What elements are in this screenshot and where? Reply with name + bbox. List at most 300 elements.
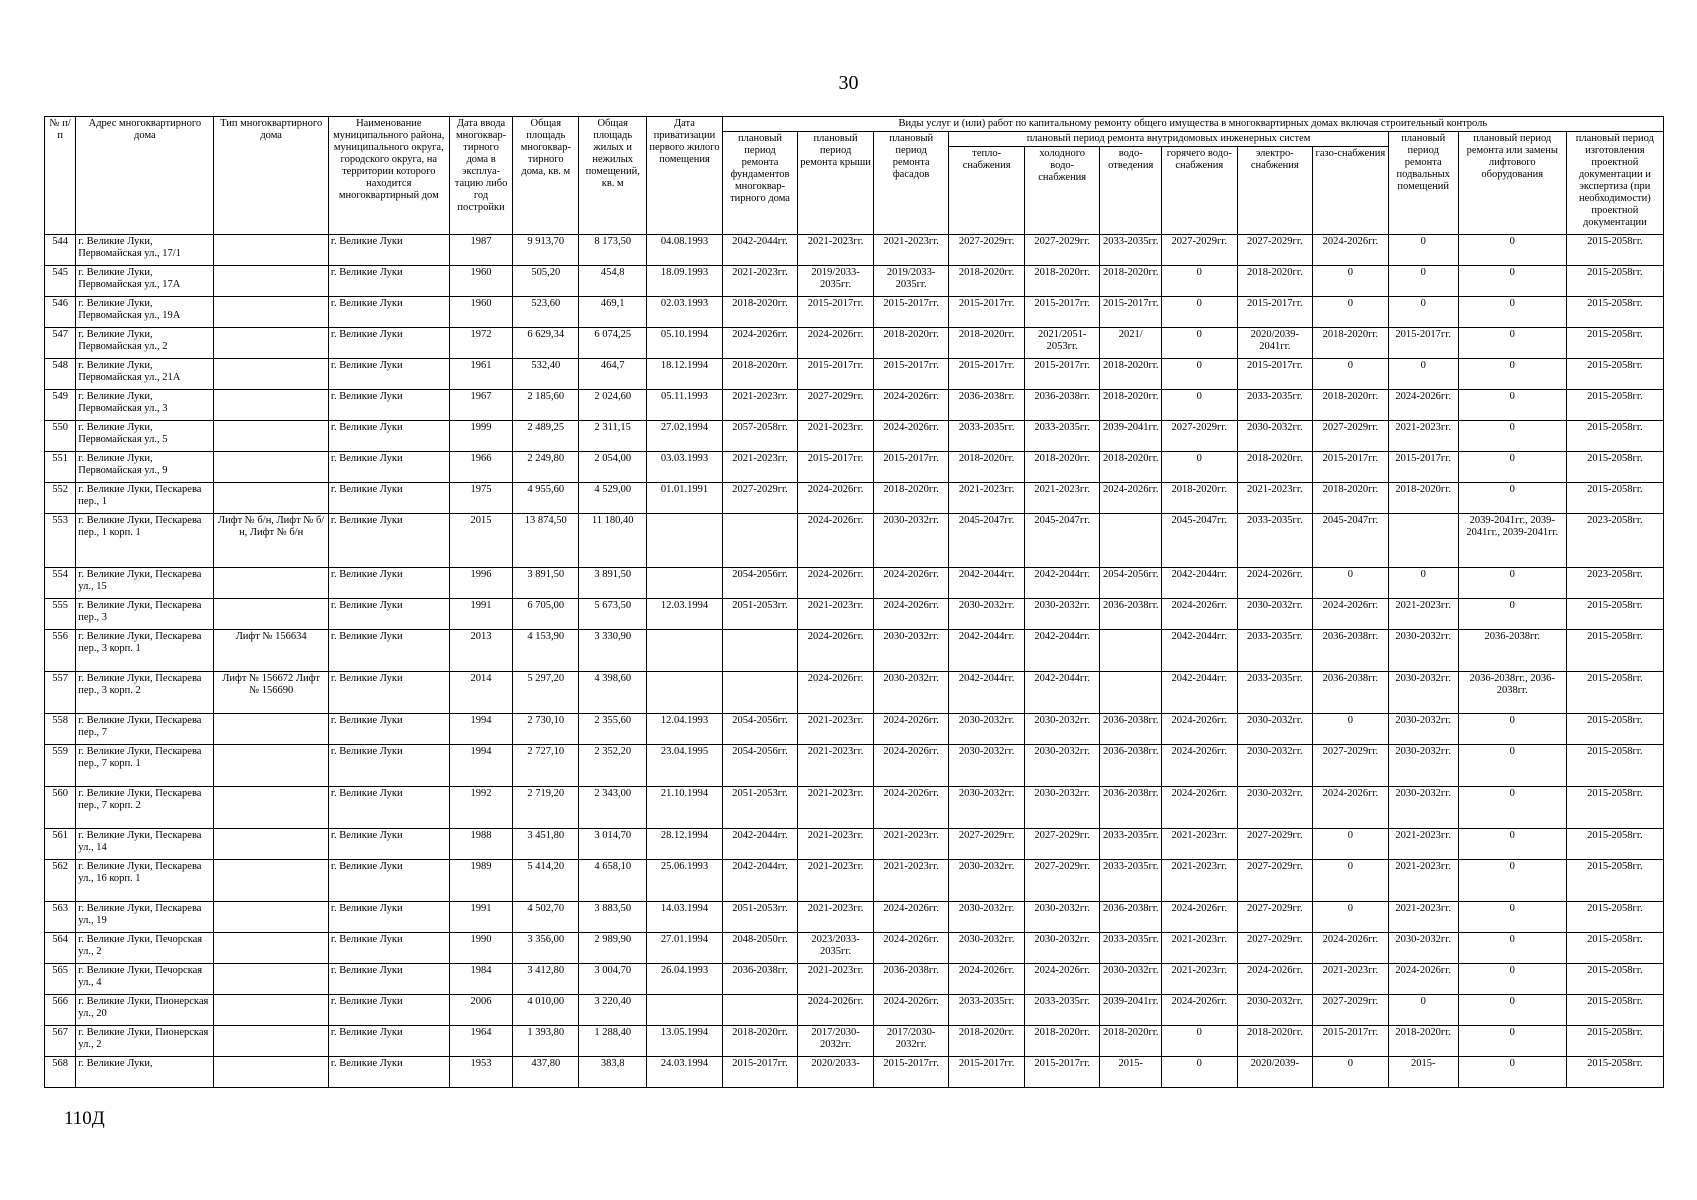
cell-n: 547 <box>45 328 76 359</box>
header-electric: электро-снабжения <box>1237 147 1313 235</box>
cell-n: 552 <box>45 483 76 514</box>
cell-priv: 27.02.1994 <box>647 421 723 452</box>
cell-elec: 2027-2029гг. <box>1237 829 1313 860</box>
cell-hot: 2024-2026гг. <box>1162 714 1238 745</box>
cell-sewer: 2021/ <box>1100 328 1162 359</box>
cell-addr: г. Великие Луки, Пескарева пер., 3 корп. 1 <box>76 630 214 672</box>
cell-facade: 2030-2032гг. <box>873 630 949 672</box>
cell-living: 3 220,40 <box>579 995 647 1026</box>
cell-total: 6 629,34 <box>513 328 579 359</box>
cell-cold: 2036-2038гг. <box>1024 390 1100 421</box>
cell-n: 551 <box>45 452 76 483</box>
cell-total: 2 489,25 <box>513 421 579 452</box>
cell-year: 1988 <box>449 829 513 860</box>
cell-gas: 2018-2020гг. <box>1313 483 1389 514</box>
cell-gas: 0 <box>1313 1057 1389 1088</box>
cell-gas: 2015-2017гг. <box>1313 1026 1389 1057</box>
cell-doc: 2015-2058гг. <box>1566 390 1663 421</box>
cell-priv: 18.12.1994 <box>647 359 723 390</box>
cell-facade: 2024-2026гг. <box>873 745 949 787</box>
cell-base: 2015- <box>1388 1057 1458 1088</box>
cell-year: 1992 <box>449 787 513 829</box>
table-row <box>45 745 1664 787</box>
cell-priv <box>647 672 723 714</box>
cell-type <box>214 902 328 933</box>
cell-sewer <box>1100 672 1162 714</box>
cell-elec: 2030-2032гг. <box>1237 787 1313 829</box>
cell-living: 11 180,40 <box>579 514 647 568</box>
cell-cold: 2042-2044гг. <box>1024 672 1100 714</box>
cell-heat: 2018-2020гг. <box>949 1026 1025 1057</box>
cell-gas: 2036-2038гг. <box>1313 630 1389 672</box>
cell-priv: 25.06.1993 <box>647 860 723 902</box>
cell-priv: 24.03.1994 <box>647 1057 723 1088</box>
cell-facade: 2019/2033-2035гг. <box>873 266 949 297</box>
cell-year: 1964 <box>449 1026 513 1057</box>
cell-type <box>214 266 328 297</box>
cell-total: 13 874,50 <box>513 514 579 568</box>
cell-cold: 2030-2032гг. <box>1024 933 1100 964</box>
cell-addr: г. Великие Луки, Пескарева ул., 19 <box>76 902 214 933</box>
cell-doc: 2023-2058гг. <box>1566 514 1663 568</box>
cell-roof: 2024-2026гг. <box>798 328 874 359</box>
cell-base: 2030-2032гг. <box>1388 787 1458 829</box>
cell-sewer: 2036-2038гг. <box>1100 787 1162 829</box>
cell-year: 2013 <box>449 630 513 672</box>
cell-year: 1960 <box>449 266 513 297</box>
cell-year: 1967 <box>449 390 513 421</box>
cell-roof: 2021-2023гг. <box>798 860 874 902</box>
table-body <box>45 235 1664 1088</box>
cell-sewer: 2018-2020гг. <box>1100 452 1162 483</box>
cell-base: 2018-2020гг. <box>1388 1026 1458 1057</box>
cell-mun: г. Великие Луки <box>328 964 449 995</box>
header-works-group: Виды услуг и (или) работ по капитальному ремонту общего имущества в многоквартирных домах включая строительный контроль <box>722 117 1663 132</box>
cell-heat: 2042-2044гг. <box>949 630 1025 672</box>
table-row <box>45 452 1664 483</box>
cell-total: 6 705,00 <box>513 599 579 630</box>
cell-total: 2 730,10 <box>513 714 579 745</box>
cell-roof: 2024-2026гг. <box>798 483 874 514</box>
cell-roof: 2015-2017гг. <box>798 297 874 328</box>
cell-living: 2 024,60 <box>579 390 647 421</box>
cell-elec: 2027-2029гг. <box>1237 933 1313 964</box>
cell-year: 1975 <box>449 483 513 514</box>
cell-n: 563 <box>45 902 76 933</box>
cell-living: 8 173,50 <box>579 235 647 266</box>
cell-n: 558 <box>45 714 76 745</box>
cell-sewer: 2039-2041гг. <box>1100 421 1162 452</box>
cell-addr: г. Великие Луки, Первомайская ул., 2 <box>76 328 214 359</box>
cell-hot: 2021-2023гг. <box>1162 829 1238 860</box>
cell-type <box>214 714 328 745</box>
cell-sewer: 2018-2020гг. <box>1100 266 1162 297</box>
cell-year: 1984 <box>449 964 513 995</box>
cell-addr: г. Великие Луки, Пионерская ул., 20 <box>76 995 214 1026</box>
cell-n: 555 <box>45 599 76 630</box>
cell-facade: 2024-2026гг. <box>873 995 949 1026</box>
cell-n: 560 <box>45 787 76 829</box>
table-row <box>45 829 1664 860</box>
cell-type <box>214 359 328 390</box>
cell-hot: 2024-2026гг. <box>1162 902 1238 933</box>
table-row <box>45 902 1664 933</box>
cell-found <box>722 514 798 568</box>
cell-gas: 0 <box>1313 902 1389 933</box>
cell-heat: 2015-2017гг. <box>949 359 1025 390</box>
cell-gas: 2024-2026гг. <box>1313 787 1389 829</box>
cell-type <box>214 297 328 328</box>
cell-cold: 2018-2020гг. <box>1024 1026 1100 1057</box>
cell-heat: 2042-2044гг. <box>949 672 1025 714</box>
table-row <box>45 297 1664 328</box>
cell-type <box>214 483 328 514</box>
cell-elec: 2021-2023гг. <box>1237 483 1313 514</box>
cell-hot: 0 <box>1162 266 1238 297</box>
cell-priv: 18.09.1993 <box>647 266 723 297</box>
cell-base: 2030-2032гг. <box>1388 933 1458 964</box>
cell-doc: 2015-2058гг. <box>1566 672 1663 714</box>
cell-lift: 0 <box>1458 483 1566 514</box>
table-row <box>45 964 1664 995</box>
cell-heat: 2024-2026гг. <box>949 964 1025 995</box>
cell-year: 1991 <box>449 902 513 933</box>
cell-elec: 2027-2029гг. <box>1237 902 1313 933</box>
cell-sewer: 2030-2032гг. <box>1100 964 1162 995</box>
cell-cold: 2033-2035гг. <box>1024 421 1100 452</box>
cell-priv: 14.03.1994 <box>647 902 723 933</box>
cell-found <box>722 672 798 714</box>
cell-roof: 2015-2017гг. <box>798 359 874 390</box>
cell-found: 2021-2023гг. <box>722 390 798 421</box>
table-row <box>45 995 1664 1026</box>
table-row <box>45 714 1664 745</box>
cell-base: 0 <box>1388 568 1458 599</box>
table-row <box>45 933 1664 964</box>
cell-elec: 2024-2026гг. <box>1237 568 1313 599</box>
cell-mun: г. Великие Луки <box>328 568 449 599</box>
cell-year: 1960 <box>449 297 513 328</box>
cell-lift: 0 <box>1458 933 1566 964</box>
cell-elec: 2027-2029гг. <box>1237 235 1313 266</box>
cell-mun: г. Великие Луки <box>328 452 449 483</box>
cell-base: 2024-2026гг. <box>1388 390 1458 421</box>
cell-found: 2048-2050гг. <box>722 933 798 964</box>
cell-hot: 0 <box>1162 1026 1238 1057</box>
cell-total: 3 891,50 <box>513 568 579 599</box>
cell-doc: 2015-2058гг. <box>1566 714 1663 745</box>
cell-facade: 2024-2026гг. <box>873 714 949 745</box>
cell-roof: 2021-2023гг. <box>798 745 874 787</box>
table-row <box>45 860 1664 902</box>
header-type: Тип многоквартирного дома <box>214 117 328 235</box>
cell-gas: 0 <box>1313 297 1389 328</box>
cell-elec: 2030-2032гг. <box>1237 599 1313 630</box>
cell-mun: г. Великие Луки <box>328 1057 449 1088</box>
cell-found: 2042-2044гг. <box>722 860 798 902</box>
cell-cold: 2030-2032гг. <box>1024 902 1100 933</box>
cell-lift: 0 <box>1458 787 1566 829</box>
cell-year: 1987 <box>449 235 513 266</box>
cell-lift: 0 <box>1458 599 1566 630</box>
cell-priv: 04.08.1993 <box>647 235 723 266</box>
cell-priv: 05.11.1993 <box>647 390 723 421</box>
cell-addr: г. Великие Луки, Первомайская ул., 21А <box>76 359 214 390</box>
cell-base: 2018-2020гг. <box>1388 483 1458 514</box>
cell-lift: 0 <box>1458 266 1566 297</box>
cell-priv: 23.04.1995 <box>647 745 723 787</box>
cell-living: 3 330,90 <box>579 630 647 672</box>
cell-total: 5 414,20 <box>513 860 579 902</box>
cell-hot: 0 <box>1162 359 1238 390</box>
cell-found: 2054-2056гг. <box>722 714 798 745</box>
cell-sewer: 2036-2038гг. <box>1100 745 1162 787</box>
cell-doc: 2015-2058гг. <box>1566 235 1663 266</box>
cell-mun: г. Великие Луки <box>328 714 449 745</box>
cell-total: 2 727,10 <box>513 745 579 787</box>
cell-cold: 2027-2029гг. <box>1024 860 1100 902</box>
cell-priv: 02.03.1993 <box>647 297 723 328</box>
cell-hot: 2018-2020гг. <box>1162 483 1238 514</box>
cell-facade: 2030-2032гг. <box>873 514 949 568</box>
cell-n: 556 <box>45 630 76 672</box>
header-foundation: плановый период ремонта фундаментов многоквар-тирного дома <box>722 132 798 235</box>
cell-doc: 2015-2058гг. <box>1566 787 1663 829</box>
cell-type <box>214 860 328 902</box>
cell-sewer <box>1100 514 1162 568</box>
cell-found: 2042-2044гг. <box>722 235 798 266</box>
cell-gas: 2036-2038гг. <box>1313 672 1389 714</box>
cell-lift: 0 <box>1458 1026 1566 1057</box>
cell-cold: 2027-2029гг. <box>1024 235 1100 266</box>
cell-addr: г. Великие Луки, Первомайская ул., 5 <box>76 421 214 452</box>
cell-type <box>214 328 328 359</box>
cell-elec: 2024-2026гг. <box>1237 964 1313 995</box>
cell-facade: 2015-2017гг. <box>873 452 949 483</box>
cell-cold: 2021-2023гг. <box>1024 483 1100 514</box>
footer-code: 110Д <box>64 1108 105 1129</box>
cell-hot: 2021-2023гг. <box>1162 964 1238 995</box>
cell-cold: 2027-2029гг. <box>1024 829 1100 860</box>
cell-type <box>214 1057 328 1088</box>
cell-addr: г. Великие Луки, Пескарева пер., 1 <box>76 483 214 514</box>
cell-priv: 26.04.1993 <box>647 964 723 995</box>
cell-total: 3 356,00 <box>513 933 579 964</box>
cell-total: 523,60 <box>513 297 579 328</box>
cell-total: 1 393,80 <box>513 1026 579 1057</box>
cell-mun: г. Великие Луки <box>328 672 449 714</box>
cell-lift: 0 <box>1458 452 1566 483</box>
cell-mun: г. Великие Луки <box>328 599 449 630</box>
cell-gas: 2015-2017гг. <box>1313 452 1389 483</box>
cell-total: 505,20 <box>513 266 579 297</box>
cell-priv: 05.10.1994 <box>647 328 723 359</box>
cell-type: Лифт № 156672 Лифт № 156690 <box>214 672 328 714</box>
cell-base: 2015-2017гг. <box>1388 452 1458 483</box>
cell-priv <box>647 630 723 672</box>
cell-mun: г. Великие Луки <box>328 995 449 1026</box>
cell-base: 0 <box>1388 995 1458 1026</box>
cell-mun: г. Великие Луки <box>328 514 449 568</box>
cell-total: 9 913,70 <box>513 235 579 266</box>
cell-sewer: 2018-2020гг. <box>1100 359 1162 390</box>
cell-addr: г. Великие Луки, Пескарева пер., 3 корп. 2 <box>76 672 214 714</box>
cell-found: 2057-2058гг. <box>722 421 798 452</box>
cell-elec: 2027-2029гг. <box>1237 860 1313 902</box>
cell-roof: 2021-2023гг. <box>798 829 874 860</box>
cell-doc: 2015-2058гг. <box>1566 860 1663 902</box>
cell-hot: 0 <box>1162 390 1238 421</box>
table-row <box>45 266 1664 297</box>
cell-n: 544 <box>45 235 76 266</box>
cell-year: 1953 <box>449 1057 513 1088</box>
cell-lift: 0 <box>1458 297 1566 328</box>
cell-elec: 2030-2032гг. <box>1237 421 1313 452</box>
cell-doc: 2015-2058гг. <box>1566 599 1663 630</box>
cell-facade: 2018-2020гг. <box>873 483 949 514</box>
cell-found: 2015-2017гг. <box>722 1057 798 1088</box>
cell-n: 566 <box>45 995 76 1026</box>
cell-cold: 2033-2035гг. <box>1024 995 1100 1026</box>
cell-gas: 0 <box>1313 359 1389 390</box>
cell-sewer: 2036-2038гг. <box>1100 714 1162 745</box>
cell-mun: г. Великие Луки <box>328 787 449 829</box>
cell-n: 553 <box>45 514 76 568</box>
cell-sewer: 2036-2038гг. <box>1100 902 1162 933</box>
cell-base: 0 <box>1388 297 1458 328</box>
cell-living: 2 989,90 <box>579 933 647 964</box>
cell-n: 567 <box>45 1026 76 1057</box>
cell-cold: 2015-2017гг. <box>1024 297 1100 328</box>
header-hot-water: горячего водо-снабжения <box>1162 147 1238 235</box>
cell-base: 2030-2032гг. <box>1388 714 1458 745</box>
table-row <box>45 235 1664 266</box>
cell-roof: 2027-2029гг. <box>798 390 874 421</box>
cell-lift: 0 <box>1458 328 1566 359</box>
cell-lift: 0 <box>1458 390 1566 421</box>
cell-base: 2030-2032гг. <box>1388 672 1458 714</box>
cell-addr: г. Великие Луки, Пескарева пер., 7 корп. 1 <box>76 745 214 787</box>
cell-living: 3 014,70 <box>579 829 647 860</box>
cell-sewer: 2036-2038гг. <box>1100 599 1162 630</box>
header-cold-water: холодного водо-снабжения <box>1024 147 1100 235</box>
cell-doc: 2015-2058гг. <box>1566 630 1663 672</box>
cell-doc: 2015-2058гг. <box>1566 829 1663 860</box>
cell-elec: 2020/2039-2041гг. <box>1237 328 1313 359</box>
cell-sewer: 2033-2035гг. <box>1100 235 1162 266</box>
cell-priv: 12.03.1994 <box>647 599 723 630</box>
cell-mun: г. Великие Луки <box>328 630 449 672</box>
cell-doc: 2015-2058гг. <box>1566 964 1663 995</box>
cell-base: 0 <box>1388 359 1458 390</box>
table-row <box>45 630 1664 672</box>
cell-doc: 2015-2058гг. <box>1566 1057 1663 1088</box>
header-documentation: плановый период изготовления проектной документации и экспертиза (при необходимости) проектной документации <box>1566 132 1663 235</box>
cell-elec: 2030-2032гг. <box>1237 995 1313 1026</box>
table-row <box>45 568 1664 599</box>
cell-heat: 2018-2020гг. <box>949 452 1025 483</box>
cell-n: 546 <box>45 297 76 328</box>
cell-elec: 2030-2032гг. <box>1237 745 1313 787</box>
cell-heat: 2045-2047гг. <box>949 514 1025 568</box>
cell-total: 532,40 <box>513 359 579 390</box>
cell-facade: 2021-2023гг. <box>873 829 949 860</box>
cell-doc: 2023-2058гг. <box>1566 568 1663 599</box>
cell-found: 2018-2020гг. <box>722 359 798 390</box>
cell-facade: 2024-2026гг. <box>873 568 949 599</box>
cell-elec: 2033-2035гг. <box>1237 630 1313 672</box>
cell-cold: 2030-2032гг. <box>1024 714 1100 745</box>
cell-addr: г. Великие Луки, Пескарева ул., 14 <box>76 829 214 860</box>
cell-elec: 2018-2020гг. <box>1237 266 1313 297</box>
cell-cold: 2021/2051-2053гг. <box>1024 328 1100 359</box>
cell-heat: 2021-2023гг. <box>949 483 1025 514</box>
cell-mun: г. Великие Луки <box>328 745 449 787</box>
cell-heat: 2030-2032гг. <box>949 902 1025 933</box>
cell-n: 557 <box>45 672 76 714</box>
cell-elec: 2033-2035гг. <box>1237 672 1313 714</box>
cell-hot: 2027-2029гг. <box>1162 235 1238 266</box>
cell-cold: 2018-2020гг. <box>1024 266 1100 297</box>
header-address: Адрес многоквартирного дома <box>76 117 214 235</box>
cell-living: 3 883,50 <box>579 902 647 933</box>
cell-lift: 0 <box>1458 995 1566 1026</box>
cell-gas: 0 <box>1313 829 1389 860</box>
cell-addr: г. Великие Луки, Пескарева пер., 7 <box>76 714 214 745</box>
header-num: № п/п <box>45 117 76 235</box>
cell-facade: 2018-2020гг. <box>873 328 949 359</box>
cell-sewer: 2033-2035гг. <box>1100 860 1162 902</box>
cell-heat: 2030-2032гг. <box>949 860 1025 902</box>
cell-heat: 2027-2029гг. <box>949 235 1025 266</box>
cell-year: 1989 <box>449 860 513 902</box>
cell-total: 3 451,80 <box>513 829 579 860</box>
cell-type: Лифт № б/н, Лифт № б/н, Лифт № б/н <box>214 514 328 568</box>
cell-total: 3 412,80 <box>513 964 579 995</box>
cell-type <box>214 235 328 266</box>
cell-roof: 2024-2026гг. <box>798 672 874 714</box>
cell-gas: 2024-2026гг. <box>1313 933 1389 964</box>
cell-priv: 03.03.1993 <box>647 452 723 483</box>
cell-sewer: 2018-2020гг. <box>1100 390 1162 421</box>
cell-gas: 2024-2026гг. <box>1313 599 1389 630</box>
cell-type <box>214 452 328 483</box>
cell-gas: 0 <box>1313 266 1389 297</box>
cell-base: 2021-2023гг. <box>1388 421 1458 452</box>
cell-facade: 2017/2030-2032гг. <box>873 1026 949 1057</box>
cell-addr: г. Великие Луки, Пескарева пер., 1 корп. 1 <box>76 514 214 568</box>
cell-total: 4 010,00 <box>513 995 579 1026</box>
table-row <box>45 328 1664 359</box>
cell-sewer: 2033-2035гг. <box>1100 829 1162 860</box>
cell-living: 6 074,25 <box>579 328 647 359</box>
table-row <box>45 1057 1664 1088</box>
cell-mun: г. Великие Луки <box>328 1026 449 1057</box>
cell-elec: 2033-2035гг. <box>1237 390 1313 421</box>
cell-elec: 2015-2017гг. <box>1237 297 1313 328</box>
cell-hot: 2024-2026гг. <box>1162 599 1238 630</box>
cell-hot: 2024-2026гг. <box>1162 995 1238 1026</box>
cell-type <box>214 421 328 452</box>
cell-lift: 2036-2038гг. <box>1458 630 1566 672</box>
cell-doc: 2015-2058гг. <box>1566 421 1663 452</box>
cell-base <box>1388 514 1458 568</box>
cell-roof: 2019/2033-2035гг. <box>798 266 874 297</box>
cell-mun: г. Великие Луки <box>328 860 449 902</box>
cell-type <box>214 1026 328 1057</box>
cell-sewer: 2018-2020гг. <box>1100 1026 1162 1057</box>
cell-hot: 2045-2047гг. <box>1162 514 1238 568</box>
